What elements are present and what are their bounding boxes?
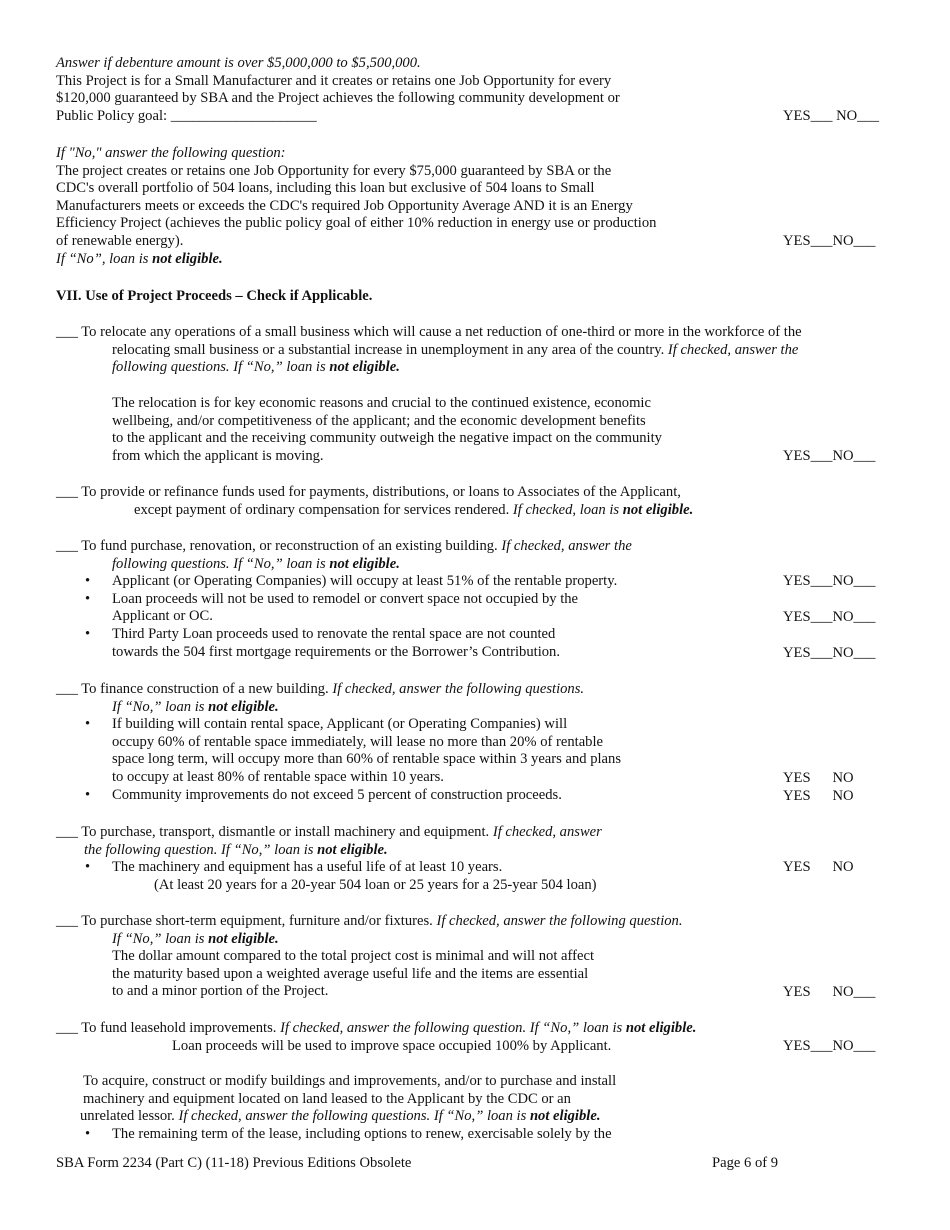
yes-no-answer[interactable]: YES___NO___ <box>783 233 876 249</box>
yes-no-answer[interactable]: YES___NO___ <box>783 609 876 625</box>
bullet-icon: • <box>85 786 91 803</box>
body-line: unrelated lessor. <box>80 1108 179 1125</box>
yes-no-answer[interactable]: YES NO <box>783 859 854 875</box>
yes-no-answer[interactable]: YES NO___ <box>783 984 876 1000</box>
bullet-text: space long term, will occupy more than 60% of rentable space within 3 years and plans <box>112 751 621 768</box>
page-footer <box>56 1155 896 1173</box>
yes-no-answer[interactable]: YES___NO___ <box>783 645 876 661</box>
body-line: relocating small business or a substantial increase in unemployment in any area of the country. <box>112 341 668 358</box>
not-eligible-text: not eligible. <box>625 1020 697 1036</box>
yes-no-answer[interactable]: YES___NO___ <box>783 1038 876 1054</box>
machinery-item <box>56 824 716 894</box>
body-line: Manufacturers meets or exceeds the CDC's required Job Opportunity Average AND it is an Energy <box>56 197 633 214</box>
eligibility-note: If “No”, loan is <box>56 250 153 267</box>
bullet-text: Third Party Loan proceeds used to renovate the rental space are not counted <box>112 625 556 642</box>
body-line: Public Policy goal: ____________________ <box>56 107 317 124</box>
body-line: CDC's overall portfolio of 504 loans, including this loan but exclusive of 504 loans to Small <box>56 180 595 197</box>
bullet-text: Community improvements do not exceed 5 percent of construction proceeds. <box>112 786 562 803</box>
body-line: $120,000 guaranteed by SBA and the Project achieves the following community development or <box>56 90 620 107</box>
new-building-item <box>56 681 716 804</box>
bullet-text: Loan proceeds will not be used to remodel or convert space not occupied by the <box>112 590 579 607</box>
bullet-icon: • <box>85 573 91 590</box>
body-line: from which the applicant is moving. <box>112 447 324 464</box>
body-line: This Project is for a Small Manufacturer and it creates or retains one Job Opportunity for every <box>56 72 612 89</box>
yes-no-answer[interactable]: YES___ NO___ <box>783 108 880 124</box>
body-line: except payment of ordinary compensation for services rendered. <box>134 501 513 518</box>
bullet-text: towards the 504 first mortgage requirements or the Borrower’s Contribution. <box>112 643 560 660</box>
bullet-text: Applicant or OC. <box>112 608 213 625</box>
condition-note: If "No," answer the following question: <box>56 145 286 161</box>
instruction-text: following questions. If “No,” loan is <box>112 359 330 376</box>
instruction-text: If checked, answer the following question. <box>436 913 683 929</box>
checkbox-line[interactable]: ___ To fund leasehold improvements. <box>56 1020 281 1036</box>
body-line: The project creates or retains one Job Opportunity for every $75,000 guaranteed by SBA or the <box>56 162 612 179</box>
yes-no-answer[interactable]: YES___NO___ <box>783 448 876 464</box>
bullet-icon: • <box>85 625 91 642</box>
small-manufacturer-section <box>56 55 716 125</box>
not-eligible-text: not eligible. <box>622 501 694 518</box>
instruction-text: If “No,” loan is <box>112 930 209 947</box>
form-identifier: SBA Form 2234 (Part C) (11-18) Previous Editions Obsolete <box>56 1155 412 1171</box>
instruction-text: If checked, answer the following question. If “No,” loan is <box>280 1020 626 1036</box>
not-eligible-text: not eligible. <box>529 1108 601 1125</box>
bullet-text: If building will contain rental space, Applicant (or Operating Companies) will <box>112 716 568 733</box>
not-eligible-text: not eligible. <box>329 555 400 572</box>
bullet-subtext: (At least 20 years for a 20-year 504 loan or 25 years for a 25-year 504 loan) <box>154 876 597 893</box>
body-line: The relocation is for key economic reasons and crucial to the continued existence, economic <box>112 395 651 411</box>
instruction-text: the following question. If “No,” loan is <box>84 841 318 858</box>
body-line: the maturity based upon a weighted average useful life and the items are essential <box>112 965 589 982</box>
heading-text: VII. Use of Project Proceeds – Check if Applicable. <box>56 288 373 304</box>
instruction-text: If checked, answer <box>492 824 602 840</box>
leased-land-item <box>56 1073 756 1143</box>
checkbox-line[interactable]: ___ To relocate any operations of a small business which will cause a net reduction of one-third or more in the workforce of the <box>56 324 802 340</box>
instruction-text: If checked, answer the <box>501 538 632 554</box>
body-line: Loan proceeds will be used to improve space occupied 100% by Applicant. <box>172 1037 612 1054</box>
body-line: to the applicant and the receiving community outweigh the negative impact on the community <box>112 430 662 447</box>
leasehold-item <box>56 1020 896 1055</box>
instruction-text: If checked, answer the following questions. <box>332 681 585 697</box>
page-number: Page 6 of 9 <box>712 1155 779 1171</box>
bullet-text: Applicant (or Operating Companies) will occupy at least 51% of the rentable property. <box>112 573 618 590</box>
body-line: Efficiency Project (achieves the public policy goal of either 10% reduction in energy use or production <box>56 215 657 232</box>
checkbox-line[interactable]: ___ To purchase short-term equipment, furniture and/or fixtures. <box>56 913 437 929</box>
checkbox-line[interactable]: ___ To purchase, transport, dismantle or install machinery and equipment. <box>56 824 493 840</box>
bullet-icon: • <box>85 716 91 733</box>
body-line: The dollar amount compared to the total project cost is minimal and will not affect <box>112 948 594 965</box>
instruction-text: If “No,” loan is <box>112 698 209 715</box>
instruction-text: If checked, answer the following questions. If “No,” loan is <box>178 1108 530 1125</box>
condition-note: Answer if debenture amount is over $5,000,000 to $5,500,000. <box>56 55 421 71</box>
existing-building-item <box>56 538 716 661</box>
not-eligible-text: not eligible. <box>317 841 388 858</box>
checkbox-line[interactable]: ___ To finance construction of a new building. <box>56 681 333 697</box>
bullet-text: to occupy at least 80% of rentable space within 10 years. <box>112 768 444 785</box>
bullet-icon: • <box>85 859 91 876</box>
checkbox-line[interactable]: ___ To fund purchase, renovation, or reconstruction of an existing building. <box>56 538 502 554</box>
bullet-icon: • <box>85 590 91 607</box>
bullet-icon: • <box>85 1125 91 1142</box>
instruction-text: following questions. If “No,” loan is <box>112 555 330 572</box>
refinance-item <box>56 484 896 519</box>
not-eligible-text: not eligible. <box>208 930 279 947</box>
not-eligible-text: not eligible. <box>208 698 279 715</box>
yes-no-answer[interactable]: YES___NO___ <box>783 573 876 589</box>
bullet-text: occupy 60% of rentable space immediately, will lease no more than 20% of rentable <box>112 733 604 750</box>
not-eligible-text: not eligible. <box>329 359 400 376</box>
bullet-text: The remaining term of the lease, including options to renew, exercisable solely by the <box>112 1125 612 1142</box>
body-line: to and a minor portion of the Project. <box>112 983 329 1000</box>
relocate-item <box>56 324 896 377</box>
body-line: of renewable energy). <box>56 232 184 249</box>
yes-no-answer[interactable]: YES NO <box>783 770 854 786</box>
energy-efficiency-section <box>56 145 716 268</box>
section-heading <box>56 288 716 306</box>
checkbox-line[interactable]: ___ To provide or refinance funds used for payments, distributions, or loans to Associates of the Applicant, <box>56 484 681 500</box>
instruction-text: If checked, answer the <box>667 341 799 358</box>
short-term-equipment-item <box>56 913 716 1001</box>
instruction-text: If checked, loan is <box>512 501 623 518</box>
body-line: To acquire, construct or modify buildings and improvements, and/or to purchase and install <box>83 1073 617 1089</box>
yes-no-answer[interactable]: YES NO <box>783 788 854 804</box>
relocation-question <box>56 395 716 465</box>
bullet-text: The machinery and equipment has a useful life of at least 10 years. <box>112 859 503 876</box>
not-eligible-text: not eligible. <box>152 250 223 267</box>
body-line: machinery and equipment located on land leased to the Applicant by the CDC or an <box>83 1090 571 1107</box>
body-line: wellbeing, and/or competitiveness of the applicant; and the economic development benefits <box>112 412 646 429</box>
